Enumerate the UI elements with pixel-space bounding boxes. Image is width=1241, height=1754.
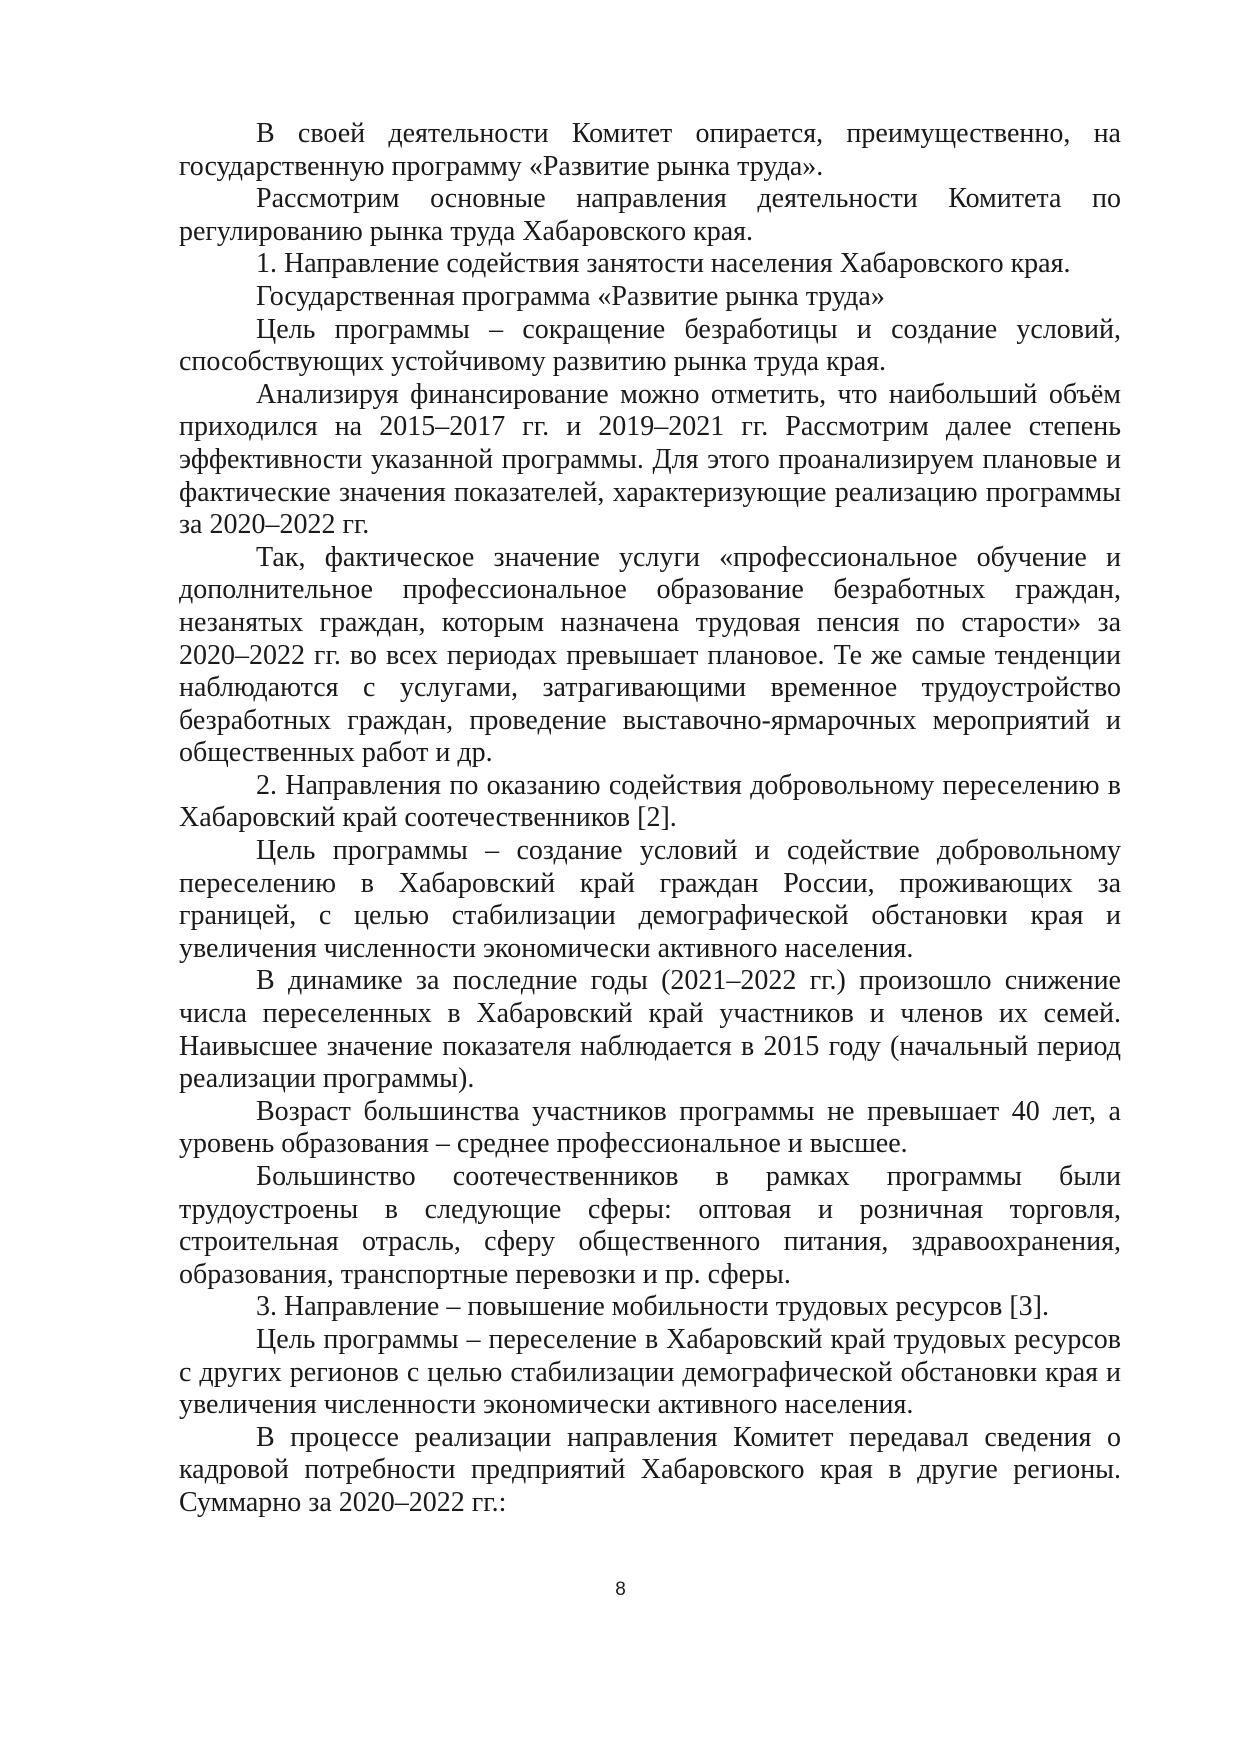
paragraph-direction-2-heading: 2. Направления по оказанию содействия добровольному переселению в Хабаровский край соотечественников [2].	[179, 769, 1121, 834]
paragraph-main-directions: Рассмотрим основные направления деятельности Комитета по регулированию рынка труда Хабаровского края.	[179, 183, 1121, 247]
paragraph-training-services: Так, фактическое значение услуги «профессиональное обучение и дополнительное профессиональное образование безработных граждан, незанятых граждан, которым назначена трудовая пенсия по старости» за 2020–2022 гг. во всех периодах превышает плановое. Те же самые тенденции наблюдаются с услугами, затрагивающими временное трудоустройство безработных граждан, проведение выставочно-ярмарочных мероприятий и общественных работ и др.	[179, 541, 1121, 769]
document-body	[179, 118, 1121, 1520]
paragraph-direction-1-heading: 1. Направление содействия занятости населения Хабаровского края.	[256, 248, 1071, 280]
paragraph-program-goal-2: Цель программы – создание условий и содействие добровольному переселению в Хабаровский край граждан России, проживающих за границей, с целью стабилизации демографической обстановки края и увеличения численности экономически активного населения.	[179, 835, 1121, 964]
paragraph-participants-age: Возраст большинства участников программы не превышает 40 лет, а уровень образования – среднее профессиональное и высшее.	[179, 1095, 1121, 1160]
paragraph-state-program-title: Государственная программа «Развитие рынка труда»	[256, 280, 885, 312]
paragraph-program-goal-1: Цель программы – сокращение безработицы и создание условий, способствующих устойчивому развитию рынка труда края.	[179, 313, 1121, 378]
paragraph-staffing-needs: В процессе реализации направления Комитет передавал сведения о кадровой потребности предприятий Хабаровского края в другие регионы. Суммарно за 2020–2022 гг.:	[179, 1421, 1121, 1518]
paragraph-direction-3-heading: 3. Направление – повышение мобильности трудовых ресурсов [3].	[256, 1291, 1049, 1323]
page-number: 8	[615, 1579, 626, 1600]
paragraph-resettlement-dynamics: В динамике за последние годы (2021–2022 гг.) произошло снижение числа переселенных в Хабаровский край участников и членов их семей. Наивысшее значение показателя наблюдается в 2015 году (начальный период реализации программы).	[179, 965, 1121, 1095]
paragraph-employment-sectors: Большинство соотечественников в рамках программы были трудоустроены в следующие сферы: оптовая и розничная торговля, строительная отрасль, сферу общественного питания, здравоохранения, образования, транспортные перевозки и пр. сферы.	[179, 1161, 1121, 1290]
paragraph-committee-basis: В своей деятельности Комитет опирается, преимущественно, на государственную программу «Развитие рынка труда».	[179, 118, 1121, 182]
paragraph-financing-analysis: Анализируя финансирование можно отметить, что наибольший объём приходился на 2015–2017 гг. и 2019–2021 гг. Рассмотрим далее степень эффективности указанной программы. Для этого проанализируем плановые и фактические значения показателей, характеризующие реализацию программы за 2020–2022 гг.	[179, 378, 1121, 541]
paragraph-program-goal-3: Цель программы – переселение в Хабаровский край трудовых ресурсов с других регионов с целью стабилизации демографической обстановки края и увеличения численности экономически активного населения.	[179, 1323, 1121, 1421]
